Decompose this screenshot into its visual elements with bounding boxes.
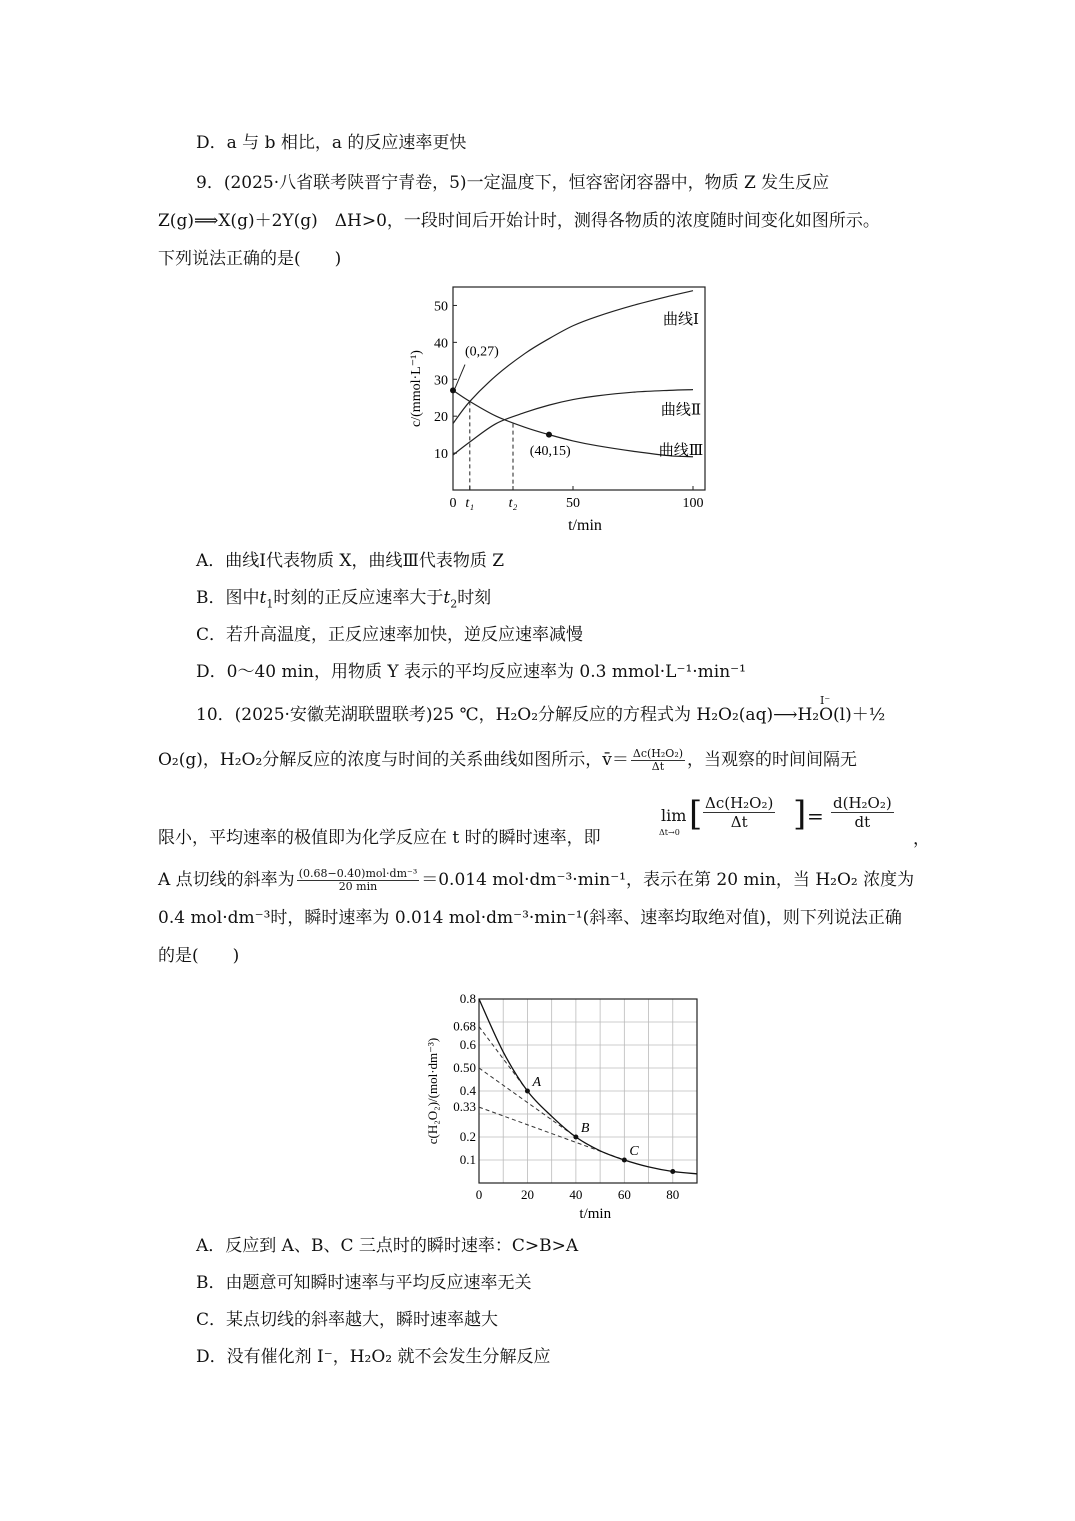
series-3-label: 曲线Ⅲ xyxy=(658,442,704,459)
y-tick-label: 0.50 xyxy=(453,1060,476,1075)
q10-stem-line3: 限小，平均速率的极值即为化学反应在 t 时的瞬时速率，即 xyxy=(158,828,601,848)
q10-stem-line6: 的是( ) xyxy=(158,946,240,966)
q9-stem-line3: 下列说法正确的是( ) xyxy=(158,249,342,269)
series-2-curve xyxy=(453,390,693,455)
y-tick-label: 0.1 xyxy=(459,1152,476,1167)
point-80 xyxy=(670,1169,675,1174)
x-tick-label: 80 xyxy=(666,1187,680,1202)
q9-option-a: A．曲线Ⅰ代表物质 X，曲线Ⅲ代表物质 Z xyxy=(196,551,505,571)
x-tick-label: 0 xyxy=(449,496,457,511)
y-axis-label: c/(mmol·L⁻¹) xyxy=(409,350,424,427)
y-tick-label: 40 xyxy=(434,336,448,352)
y-tick-label: 30 xyxy=(434,373,448,389)
q9-equation: Z(g)⟹X(g)＋2Y(g) xyxy=(158,211,318,231)
q10-option-b: B．由题意可知瞬时速率与平均反应速率无关 xyxy=(196,1273,532,1293)
q9-option-d: D．0～40 min，用物质 Y 表示的平均反应速率为 0.3 mmol·L⁻¹·min⁻¹ xyxy=(196,662,746,682)
y-tick-label: 20 xyxy=(434,410,448,426)
x-tick-label: 100 xyxy=(682,496,704,511)
q9-option-c: C．若升高温度，正反应速率加快，逆反应速率减慢 xyxy=(196,625,584,645)
x-tick-label: 40 xyxy=(569,1187,583,1202)
limit-formula: lim Δt→0 [ $\frac{\text{Δc(H₂O₂)}}{\Delta t}$ ] = $\frac{\text{d(H₂O₂)}}{dt}$ ， xyxy=(659,794,930,849)
q8-option-d: D．a 与 b 相比，a 的反应速率更快 xyxy=(196,133,467,153)
point-1-label: (0,27) xyxy=(465,344,499,360)
q9-stem-line2 xyxy=(158,209,880,233)
x-axis-label: t/min xyxy=(568,517,602,534)
avg-rate-fraction: $\frac{\text{Δc(H₂O₂)}}{\Delta t}$ xyxy=(632,747,684,773)
x-tick-label: t₂ xyxy=(508,496,518,511)
q9-option-b: B．图中$t_1$时刻的正反应速率大于$t_2$时刻 xyxy=(196,588,492,611)
y-tick-label: 10 xyxy=(434,447,448,463)
q10-option-a: A．反应到 A、B、C 三点时的瞬时速率：C>B>A xyxy=(196,1236,579,1256)
series-3-curve xyxy=(453,390,693,456)
y-tick-label: 0.6 xyxy=(459,1037,476,1052)
x-tick-label: 50 xyxy=(566,496,580,511)
q9-concentration-chart xyxy=(400,280,730,538)
x-tick-label: t₁ xyxy=(465,496,475,511)
x-axis-label: t/min xyxy=(579,1206,612,1222)
point-2-label: (40,15) xyxy=(529,443,571,459)
point-1-leader xyxy=(455,365,465,389)
q10-stem-line4: A 点切线的斜率为 $\frac{\text{(0.68−0.40)mol·dm⁻³}}{20 \min}$ ＝0.014 mol·dm⁻³·min⁻¹，表示在第 20 min，当 H₂O₂ 浓度为 xyxy=(158,867,915,893)
series-1-label: 曲线Ⅰ xyxy=(663,311,699,328)
q9-stem-line1: 9．(2025·八省联考陕晋宁青卷，5)一定温度下，恒容密闭容器中，物质 Z 发生反应 xyxy=(196,173,830,193)
point-B-label: B xyxy=(580,1121,590,1136)
series-2-label: 曲线Ⅱ xyxy=(660,402,702,419)
y-tick-label: 0.4 xyxy=(459,1083,476,1098)
q10-option-c: C．某点切线的斜率越大，瞬时速率越大 xyxy=(196,1310,499,1330)
point-C xyxy=(622,1158,627,1163)
q10-stem-line1: 10．(2025·安徽芜湖联盟联考)25 ℃，H₂O₂分解反应的方程式为 H₂O₂(aq)⟶H₂O(l)＋½ xyxy=(196,705,886,725)
point-B xyxy=(573,1135,578,1140)
point-A-label: A xyxy=(532,1075,542,1090)
x-tick-label: 20 xyxy=(520,1187,534,1202)
x-tick-label: 60 xyxy=(617,1187,631,1202)
q9-stem-line2-rest: ΔH>0，一段时间后开始计时，测得各物质的浓度随时间变化如图所示。 xyxy=(334,211,880,231)
decay-curve xyxy=(479,999,697,1174)
slope-fraction: $\frac{\text{(0.68−0.40)mol·dm⁻³}}{20 \min}$ xyxy=(298,867,418,893)
y-tick-label: 50 xyxy=(434,299,448,315)
point-C-label: C xyxy=(629,1144,639,1159)
point-2 xyxy=(546,432,552,438)
y-axis-label: c(H₂O₂)/(mol·dm⁻³) xyxy=(425,1037,440,1145)
x-tick-label: 0 xyxy=(475,1187,483,1202)
q10-h2o2-chart xyxy=(415,985,715,1225)
q10-option-d: D．没有催化剂 I⁻，H₂O₂ 就不会发生分解反应 xyxy=(196,1347,551,1367)
y-tick-label: 0.8 xyxy=(459,991,476,1006)
q10-stem-line2: O₂(g)，H₂O₂分解反应的浓度与时间的关系曲线如图所示，v̄＝ $\frac{\text{Δc(H₂O₂)}}{\Delta t}$ ，当观察的时间间隔无 xyxy=(158,747,858,773)
y-tick-label: 0.68 xyxy=(453,1018,476,1034)
point-A xyxy=(525,1089,530,1094)
q10-catalyst-label: I⁻ xyxy=(820,694,831,707)
y-tick-label: 0.33 xyxy=(453,1099,476,1115)
q10-stem-line5: 0.4 mol·dm⁻³时，瞬时速率为 0.014 mol·dm⁻³·min⁻¹(斜率、速率均取绝对值)，则下列说法正确 xyxy=(158,908,902,928)
y-tick-label: 0.2 xyxy=(459,1129,476,1144)
